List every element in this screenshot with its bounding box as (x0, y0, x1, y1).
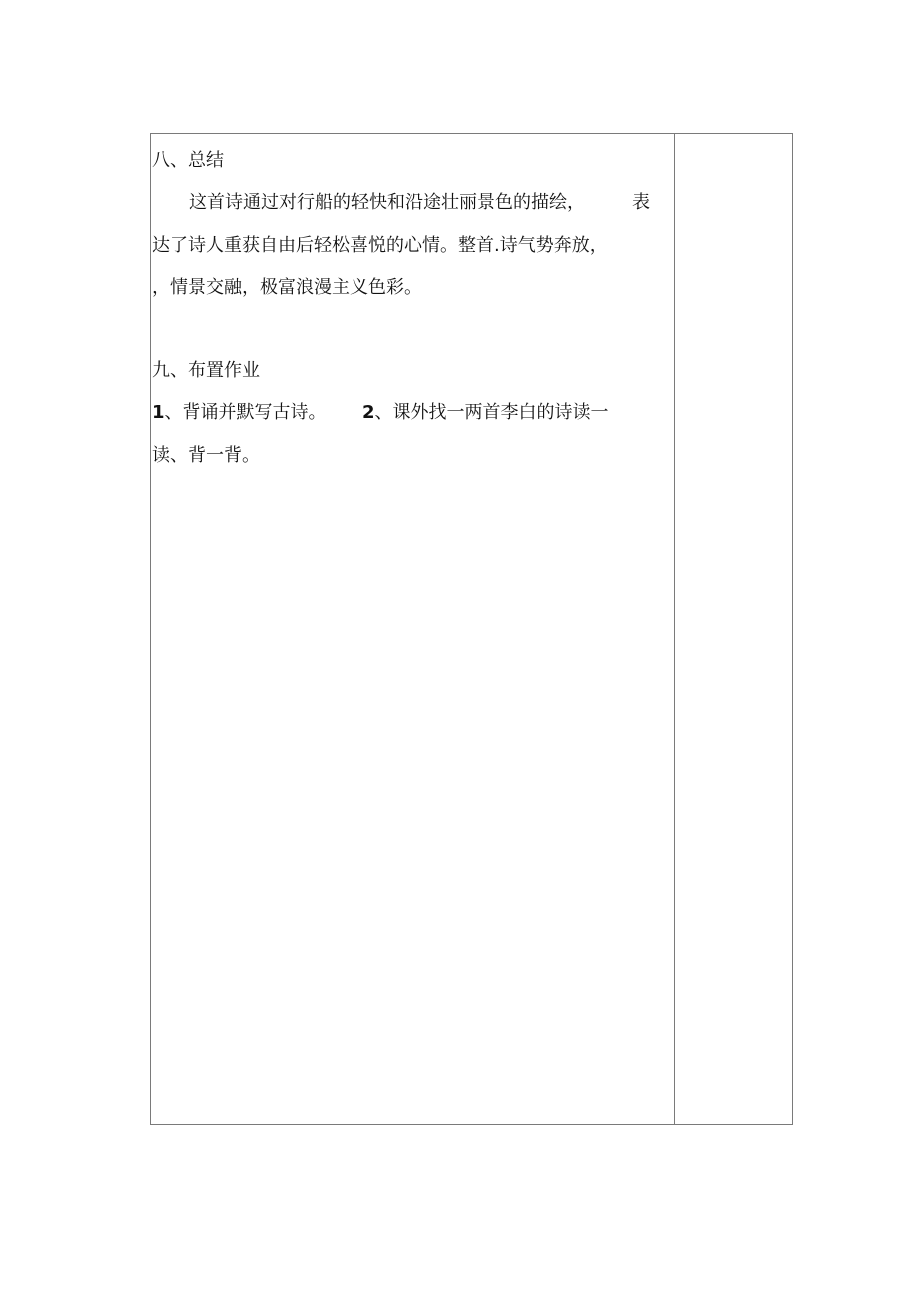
content-cell (151, 134, 674, 1124)
homework-items (152, 402, 327, 424)
homework-item2-number: 2 (362, 402, 375, 423)
section8-paragraph-line3: ，情景交融，极富浪漫主义色彩。 (152, 277, 422, 298)
section8-paragraph-line1-main: 这首诗通过对行船的轻快和沿途壮丽景色的描绘， (189, 192, 585, 213)
homework-item2-continuation: 读、背一背。 (152, 445, 260, 466)
homework-item2 (362, 402, 609, 424)
notes-cell (675, 134, 792, 1124)
section8-paragraph-line1-end: 表 (632, 192, 650, 213)
lesson-table (150, 133, 793, 1125)
section8-paragraph-line1 (189, 192, 585, 214)
homework-item1-number: 1 (152, 402, 165, 423)
homework-item1-text: 、背诵并默写古诗。 (164, 402, 327, 423)
homework-item2-text: 、课外找一两首李白的诗读一 (374, 402, 609, 423)
section8-heading: 八、总结 (152, 150, 224, 171)
section9-heading: 九、布置作业 (152, 360, 260, 381)
section8-paragraph-line2: 达了诗人重获自由后轻松喜悦的心情。整首.诗气势奔放， (152, 235, 608, 256)
